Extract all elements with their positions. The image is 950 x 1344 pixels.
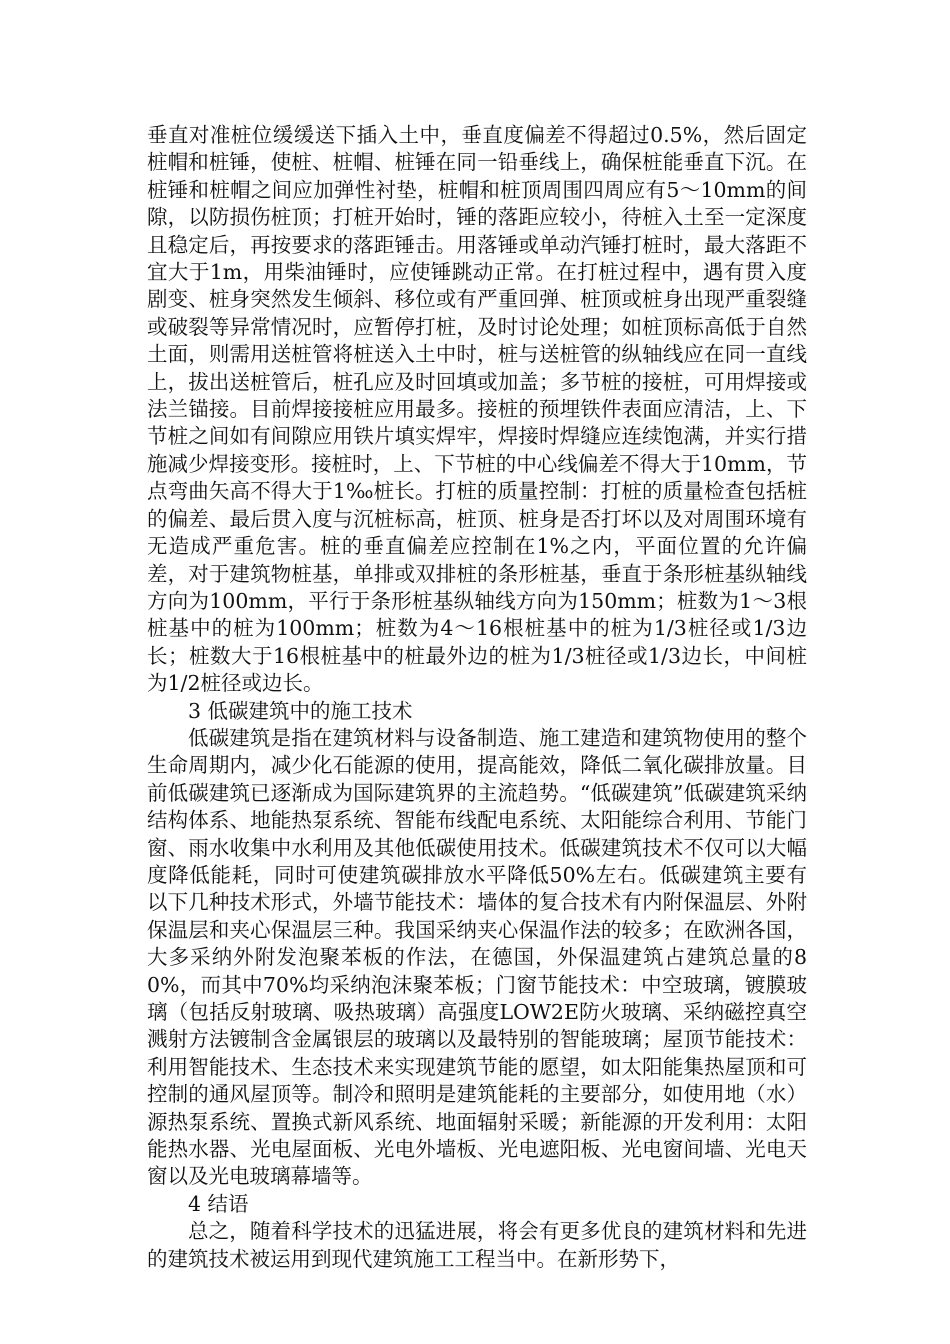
body-paragraph-low-carbon: 低碳建筑是指在建筑材料与设备制造、施工建造和建筑物使用的整个生命周期内，减少化石能源的使用，提高能效，降低二氧化碳排放量。目前低碳建筑已逐渐成为国际建筑界的主流趋势。“低碳建筑”低碳建筑采纳结构体系、地能热泵系统、智能布线配电系统、太阳能综合利用、节能门窗、雨水收集中水利用及其他低碳使用技术。低碳建筑技术不仅可以大幅度降低能耗，同时可使建筑碳排放水平降低50%左右。低碳建筑主要有以下几种技术形式，外墙节能技术：墙体的复合技术有内附保温层、外附保温层和夹心保温层三种。我国采纳夹心保温作法的较多；在欧洲各国，大多采纳外附发泡聚苯板的作法，在德国，外保温建筑占建筑总量的80%，而其中70%均采纳泡沫聚苯板；门窗节能技术：中空玻璃，镀膜玻璃（包括反射玻璃、吸热玻璃）高强度LOW2E防火玻璃、采纳磁控真空溅射方法镀制含金属银层的玻璃以及最特别的智能玻璃；屋顶节能技术：利用智能技术、生态技术来实现建筑节能的愿望，如太阳能集热屋顶和可控制的通风屋顶等。制冷和照明是建筑能耗的主要部分，如使用地（水）源热泵系统、置换式新风系统、地面辐射采暖；新能源的开发利用：太阳能热水器、光电屋面板、光电外墙板、光电遮阳板、光电窗间墙、光电天窗以及光电玻璃幕墙等。: [147, 725, 807, 1189]
body-paragraph-conclusion: 总之，随着科学技术的迅猛进展，将会有更多优良的建筑材料和先进的建筑技术被运用到现代建筑施工工程当中。在新形势下，: [147, 1219, 807, 1271]
body-paragraph-pile-driving: 垂直对准桩位缓缓送下插入土中，垂直度偏差不得超过0.5%，然后固定桩帽和桩锤，使桩、桩帽、桩锤在同一铅垂线上，确保桩能垂直下沉。在桩锤和桩帽之间应加弹性衬垫，桩帽和桩顶周围四周应有5～10mm的间隙，以防损伤桩顶；打桩开始时，锤的落距应较小，待桩入土至一定深度且稳定后，再按要求的落距锤击。用落锤或单动汽锤打桩时，最大落距不宜大于1m，用柴油锤时，应使锤跳动正常。在打桩过程中，遇有贯入度剧变、桩身突然发生倾斜、移位或有严重回弹、桩顶或桩身出现严重裂缝或破裂等异常情况时，应暂停打桩，及时讨论处理；如桩顶标高低于自然土面，则需用送桩管将桩送入土中时，桩与送桩管的纵轴线应在同一直线上，拔出送桩管后，桩孔应及时回填或加盖；多节桩的接桩，可用焊接或法兰锚接。目前焊接接桩应用最多。接桩的预埋铁件表面应清洁，上、下节桩之间如有间隙应用铁片填实焊牢，焊接时焊缝应连续饱满，并实行措施减少焊接变形。接桩时，上、下节桩的中心线偏差不得大于10mm，节点弯曲矢高不得大于1‰桩长。打桩的质量控制：打桩的质量检查包括桩的偏差、最后贯入度与沉桩标高，桩顶、桩身是否打坏以及对周围环境有无造成严重危害。桩的垂直偏差应控制在1%之内，平面位置的允许偏差，对于建筑物桩基，单排或双排桩的条形桩基，垂直于条形桩基纵轴线方向为100mm，平行于条形桩基纵轴线方向为150mm；桩数为1～3根桩基中的桩为100mm；桩数为4～16根桩基中的桩为1/3桩径或1/3边长；桩数大于16根桩基中的桩最外边的桩为1/3桩径或1/3边长，中间桩为1/2桩径或边长。: [147, 123, 807, 696]
document-page: [147, 122, 807, 1273]
section-heading-low-carbon: 3 低碳建筑中的施工技术: [188, 698, 413, 723]
section-heading-conclusion: 4 结语: [188, 1191, 249, 1216]
